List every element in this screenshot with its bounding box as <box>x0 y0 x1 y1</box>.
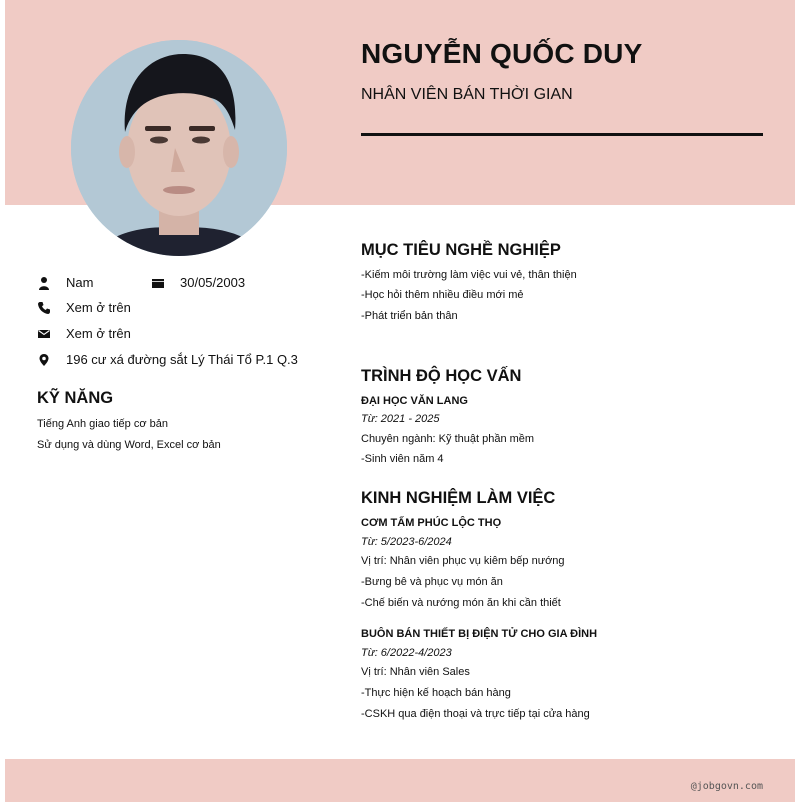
job-line: -Chế biến và nướng món ăn khi cần thiết <box>361 597 561 609</box>
email-value: Xem ở trên <box>66 326 131 341</box>
job-line: Vị trí: Nhân viên phục vụ kiêm bếp nướng <box>361 555 565 567</box>
job-line: -Bưng bê và phục vụ món ăn <box>361 576 503 588</box>
location-icon <box>37 353 51 367</box>
skill-item: Sử dụng và dùng Word, Excel cơ bản <box>37 439 221 451</box>
skills-title: KỸ NĂNG <box>37 389 114 407</box>
person-icon <box>37 276 51 290</box>
school-name: ĐẠI HỌC VĂN LANG <box>361 395 468 407</box>
job-company: BUÔN BÁN THIẾT BỊ ĐIỆN TỬ CHO GIA ĐÌNH <box>361 628 598 640</box>
email-row <box>37 326 131 341</box>
gender-row <box>37 275 93 290</box>
objective-item: -Phát triển bản thân <box>361 310 458 322</box>
job-line: Vị trí: Nhân viên Sales <box>361 666 470 678</box>
watermark: @jobgovn.com <box>690 781 763 792</box>
dob-row <box>151 275 245 290</box>
education-line: Chuyên ngành: Kỹ thuật phần mềm <box>361 433 535 445</box>
avatar <box>71 40 287 256</box>
header-divider <box>361 133 763 136</box>
education-line: -Sinh viên năm 4 <box>361 453 444 465</box>
candidate-name: NGUYỄN QUỐC DUY <box>361 38 643 69</box>
education-period: Từ: 2021 - 2025 <box>361 413 440 425</box>
job-line: -Thực hiện kế hoạch bán hàng <box>361 687 511 699</box>
phone-value: Xem ở trên <box>66 300 131 315</box>
dob-value: 30/05/2003 <box>180 275 246 290</box>
job-period: Từ: 6/2022-4/2023 <box>361 647 452 659</box>
address-value: 196 cư xá đường sắt Lý Thái Tổ P.1 Q.3 <box>66 352 298 367</box>
footer-band <box>5 759 795 802</box>
job-period: Từ: 5/2023-6/2024 <box>361 536 452 548</box>
experience-title: KINH NGHIỆM LÀM VIỆC <box>361 489 556 507</box>
education-title: TRÌNH ĐỘ HỌC VẤN <box>361 367 522 385</box>
objective-title: MỤC TIÊU NGHỀ NGHIỆP <box>361 241 561 259</box>
phone-row <box>37 300 131 315</box>
calendar-icon <box>151 276 165 290</box>
job-title: NHÂN VIÊN BÁN THỜI GIAN <box>361 86 573 103</box>
skill-item: Tiếng Anh giao tiếp cơ bản <box>37 418 168 430</box>
phone-icon <box>37 301 51 315</box>
objective-item: -Học hỏi thêm nhiều điều mới mẻ <box>361 289 524 301</box>
email-icon <box>37 327 51 341</box>
job-company: CƠM TẤM PHÚC LỘC THỌ <box>361 517 502 529</box>
gender-value: Nam <box>66 275 94 290</box>
job-line: -CSKH qua điện thoại và trực tiếp tại cửa hàng <box>361 708 590 720</box>
objective-item: -Kiếm môi trường làm việc vui vẻ, thân thiện <box>361 269 577 281</box>
address-row <box>37 352 298 367</box>
